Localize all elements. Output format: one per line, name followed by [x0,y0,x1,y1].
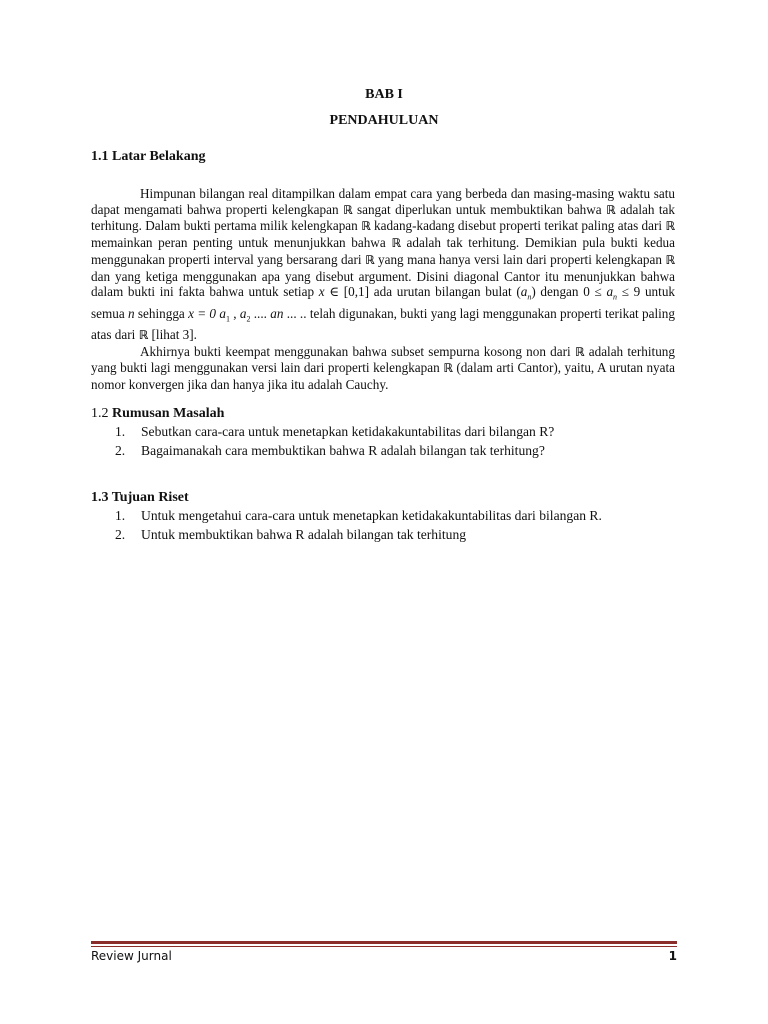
footer-rule-thick [91,941,677,944]
footer-journal-label: Review Jurnal [91,949,172,963]
page-number: 1 [668,949,677,963]
section-1-2-list [115,422,675,460]
section-1-1-heading: 1.1 Latar Belakang [91,149,206,164]
list-item: 1. Sebutkan cara-cara untuk menetapkan ketidakakuntabilitas dari bilangan R? [115,424,555,439]
section-1-3-heading: 1.3 Tujuan Riset [91,490,189,505]
paragraph-background: Himpunan bilangan real ditampilkan dalam empat cara yang berbeda dan masing-masing waktu satu dapat mengamati bahwa properti kelengkapan ℝ sangat diperlukan untuk membuktikan bahwa ℝ adalah tak terhitung. Dalam bukti pertama milik kelengkapan ℝ kadang-kadang disebut properti terikat paling atas dari ℝ memainkan peran penting untuk menunjukkan bahwa ℝ adalah tak terhitung. Demikian pula bukti kedua menggunakan properti interval yang bersarang dari ℝ yang mana hanya versi lain dari properti kelengkapan ℝ dan yang ketiga menggunakan apa yang disebut argument. Disini diagonal Cantor itu menunjukkan bahwa dalam bukti ini fakta bahwa untuk setiap x ∈ [0,1] ada urutan bilangan bulat $(a_n)$ dengan $0 \le a_n \le 9$ untuk semua n sehingga x = 0 $a_1$ , $a_2$ .... an ... .. telah digunakan, bukti yang lagi menggunakan properti terikat paling atas dari ℝ [lihat 3]. Akhirnya bukti keempat menggunakan bahwa subset sempurna kosong non dari ℝ adalah terhitung yang bukti lagi menggunakan versi lain dari properti kelengkapan ℝ (dalam arti Cantor), yaitu, A urutan nyata nomor konvergen jika dan hanya jika itu adalah Cauchy. [91,186,676,393]
footer-rule-thin [91,946,677,947]
list-item: 1. Untuk mengetahui cara-cara untuk menetapkan ketidakakuntabilitas dari bilangan R. [115,508,602,523]
section-1-2-heading: 1.2 Rumusan Masalah [91,406,225,421]
list-item: 2. Bagaimanakah cara membuktikan bahwa R adalah bilangan tak terhitung? [115,443,545,458]
chapter-label: BAB I [365,87,403,102]
chapter-title: PENDAHULUAN [329,113,439,128]
section-1-3-list [115,506,675,544]
list-item: 2. Untuk membuktikan bahwa R adalah bilangan tak terhitung [115,527,467,542]
